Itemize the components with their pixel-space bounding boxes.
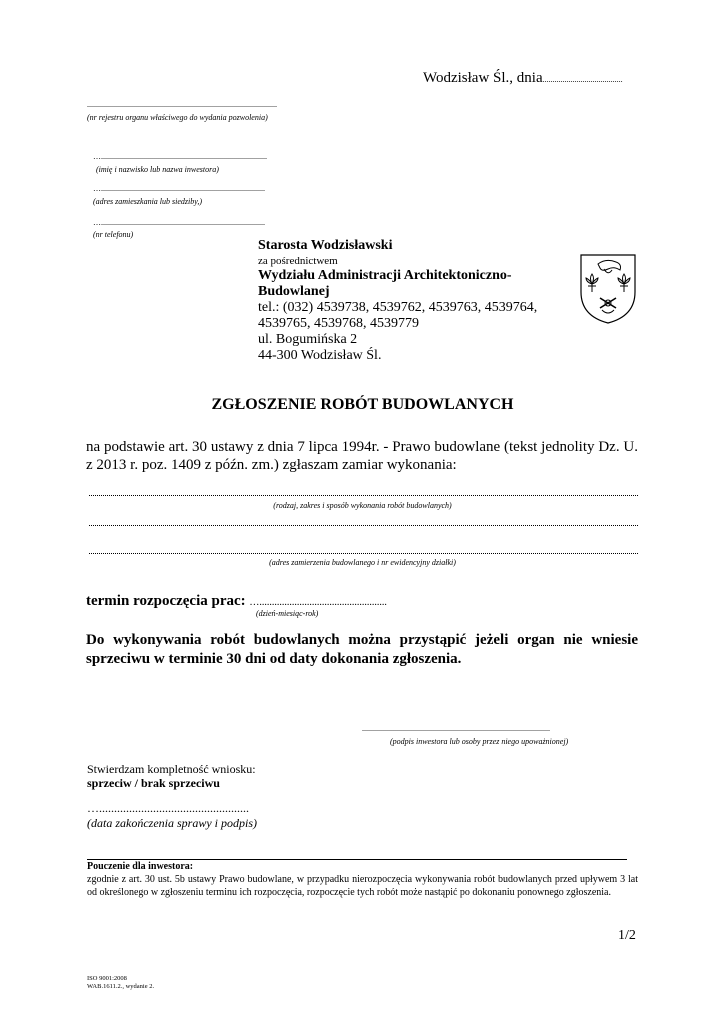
investor-address-field[interactable]: ….................................................................................. bbox=[93, 184, 265, 193]
place-date-label: Wodzisław Śl., dnia bbox=[423, 70, 543, 86]
start-date-label: termin rozpoczęcia prac: bbox=[86, 593, 246, 609]
iso-certificate: ISO 9001:2008 bbox=[87, 975, 127, 982]
addressee-department-line2: Budowlanej bbox=[258, 284, 330, 299]
works-location-label: (adres zamierzenia budowlanego i nr ewidencyjny działki) bbox=[269, 558, 456, 567]
addressee-city: 44-300 Wodzisław Śl. bbox=[258, 348, 382, 363]
case-closure-field[interactable]: ….................................................. bbox=[87, 801, 249, 815]
case-closure-label: (data zakończenia sprawy i podpis) bbox=[87, 816, 257, 830]
investor-address-label: (adres zamieszkania lub siedziby,) bbox=[93, 197, 203, 206]
investor-signature-field[interactable]: .............................................................................................. bbox=[362, 724, 550, 733]
works-description-label: (rodzaj, zakres i sposób wykonania robót budowlanych) bbox=[273, 501, 452, 510]
addressee-street: ul. Bogumińska 2 bbox=[258, 332, 358, 347]
legal-basis-text: na podstawie art. 30 ustawy z dnia 7 lipca 1994r. - Prawo budowlane (tekst jednolity Dz. U. z 2013 r. poz. 1409 z późn. zm.) zgłaszam zamiar wykonania: bbox=[86, 439, 638, 473]
date-dots: ........................................ bbox=[542, 75, 623, 84]
addressee-block bbox=[258, 238, 537, 364]
investor-name-field[interactable]: …................................................................................... bbox=[93, 152, 267, 161]
start-date-field[interactable]: …................................................... bbox=[249, 597, 387, 608]
form-title: ZGŁOSZENIE ROBÓT BUDOWLANYCH bbox=[211, 396, 514, 413]
registry-number-field[interactable]: ............................................................................................... bbox=[87, 100, 277, 109]
form-identifier: WAB.1611.2., wydanie 2. bbox=[87, 983, 155, 990]
objection-options: sprzeciw / brak sprzeciwu bbox=[87, 776, 220, 790]
investor-phone-label: (nr telefonu) bbox=[93, 230, 134, 239]
objection-notice: Do wykonywania robót budowlanych można przystąpić jeżeli organ nie wniesie sprzeciwu w terminie 30 dni od daty dokonania zgłoszenia. bbox=[86, 632, 638, 667]
coat-of-arms-icon bbox=[578, 252, 638, 326]
investor-name-label: (imię i nazwisko lub nazwa inwestora) bbox=[96, 165, 219, 174]
addressee-office: Starosta Wodzisławski bbox=[258, 238, 393, 253]
works-description-field-1[interactable] bbox=[89, 495, 638, 496]
completeness-confirmation: Stwierdzam kompletność wniosku: bbox=[87, 762, 256, 776]
registry-number-label: (nr rejestru organu właściwego do wydania pozwolenia) bbox=[87, 113, 268, 122]
investor-phone-field[interactable]: ….................................................................................. bbox=[93, 218, 265, 227]
place-date-field[interactable] bbox=[423, 70, 623, 87]
addressee-phone-line2: 4539765, 4539768, 4539779 bbox=[258, 316, 419, 331]
instruction-body: zgodnie z art. 30 ust. 5b ustawy Prawo budowlane, w przypadku nierozpoczęcia wykonywania robót budowlanych przed upływem 3 lat od określonego w zgłoszeniu terminu ich rozpoczęcia, rozpoczęcie tych robót może nastąpić po dokonaniu ponownego zgłoszenia. bbox=[87, 874, 638, 898]
start-date-row bbox=[86, 593, 387, 610]
addressee-department-line1: Wydziału Administracji Architektoniczno- bbox=[258, 268, 512, 283]
works-location-field[interactable] bbox=[89, 553, 638, 554]
start-date-hint: (dzień-miesiąc-rok) bbox=[256, 609, 319, 618]
investor-signature-label: (podpis inwestora lub osoby przez niego upoważnionej) bbox=[390, 737, 569, 746]
page-number: 1/2 bbox=[618, 928, 636, 943]
addressee-via: za pośrednictwem bbox=[258, 255, 338, 267]
works-description-field-2[interactable] bbox=[89, 525, 638, 526]
addressee-phone-line1: tel.: (032) 4539738, 4539762, 4539763, 4539764, bbox=[258, 300, 538, 315]
instruction-heading: Pouczenie dla inwestora: bbox=[87, 861, 194, 872]
instruction-divider bbox=[87, 859, 627, 860]
